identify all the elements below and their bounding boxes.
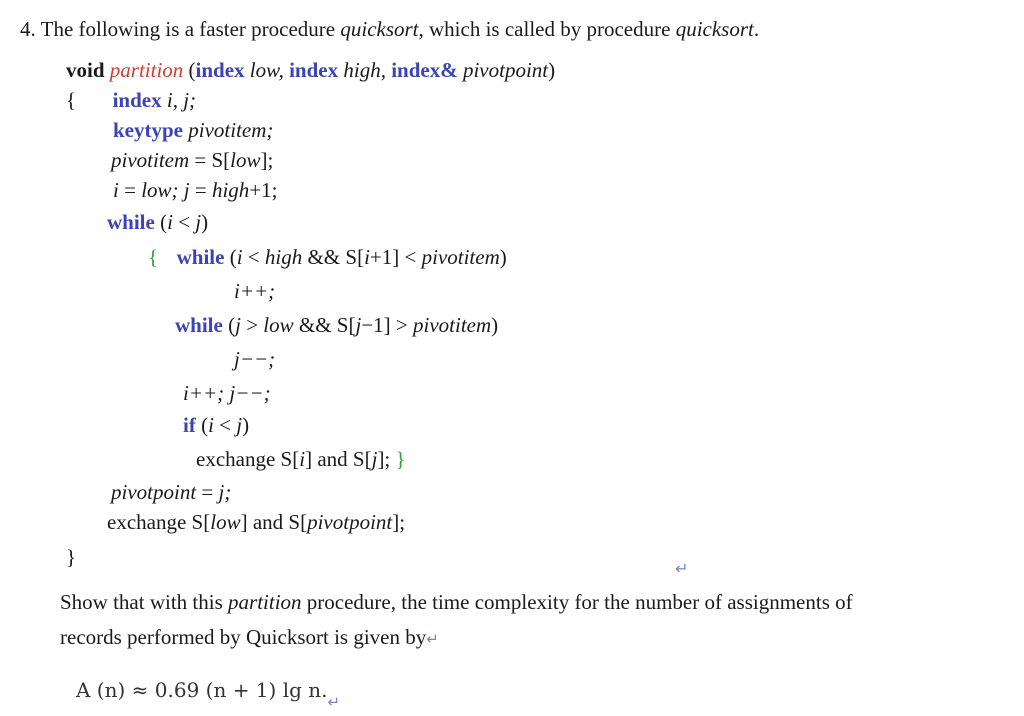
close-brace: }: [66, 545, 77, 569]
keytype-keyword: keytype: [113, 118, 183, 142]
keytype-var: pivotitem;: [188, 118, 274, 142]
var-high: high: [264, 245, 303, 269]
and-op: &&: [307, 245, 341, 269]
s-open: S[: [191, 510, 211, 534]
s-open-2: S[: [352, 447, 372, 471]
index-decl-vars: i, j;: [166, 88, 197, 112]
open-brace: {: [66, 88, 77, 112]
partition-name: partition: [109, 58, 184, 82]
var-j: j: [235, 313, 241, 337]
code-line-12: [183, 412, 249, 438]
param-pivotpoint: pivotpoint: [462, 58, 549, 82]
cond-i: i: [167, 210, 173, 234]
question-line: [20, 16, 759, 42]
semicolon: ];: [377, 447, 391, 471]
j-decrement: j−−;: [234, 347, 276, 371]
code-line-15: [107, 509, 405, 535]
question-number: 4.: [20, 17, 36, 41]
j-decrement-2: j−−;: [229, 381, 271, 405]
paren: (: [229, 245, 237, 269]
lt: <: [178, 210, 191, 234]
var-j-2: j: [355, 313, 362, 337]
var-low: low: [263, 313, 294, 337]
partition-term: partition: [228, 590, 302, 614]
paren: (: [228, 313, 236, 337]
code-line-4: [111, 147, 273, 173]
cond-j: j: [236, 413, 243, 437]
quicksort-term: quicksort: [340, 17, 419, 41]
param-high: high,: [343, 58, 386, 82]
code-line-2: [66, 87, 196, 113]
plus-one-lt: +1] <: [369, 245, 417, 269]
assign-s: = S[: [194, 148, 231, 172]
var-j: j: [371, 447, 378, 471]
index-ref-keyword: index&: [391, 58, 458, 82]
and-word: ] and: [240, 510, 284, 534]
index-decl-keyword: index: [112, 88, 162, 112]
var-pivotitem: pivotitem: [421, 245, 500, 269]
j-assign: j;: [218, 480, 232, 504]
high-var: high: [211, 178, 250, 202]
index-keyword-2: index: [289, 58, 339, 82]
equals: =: [124, 178, 136, 202]
paren-close: ): [242, 413, 250, 437]
open-paren: (: [188, 58, 196, 82]
var-i: i: [299, 447, 306, 471]
and-word: ] and: [305, 447, 348, 471]
s-open: S[: [336, 313, 356, 337]
return-mark-icon-3: ↵: [327, 693, 341, 711]
prompt-line-1: [60, 589, 853, 615]
code-line-13: [196, 446, 406, 472]
i-increment-2: i++;: [183, 381, 225, 405]
formula-text: A (n) ≈ 0.69 (n + 1) lg n.: [76, 678, 328, 702]
paren: (: [201, 413, 209, 437]
question-intro-b: , which is called by procedure: [418, 17, 671, 41]
index-keyword: index: [195, 58, 245, 82]
cond-j: j: [195, 210, 202, 234]
gt: >: [246, 313, 259, 337]
return-mark-icon: ↵: [675, 559, 689, 578]
code-line-7: [148, 244, 507, 270]
code-line-9: [175, 312, 498, 338]
code-line-signature: [66, 57, 555, 83]
equals-2: =: [194, 178, 207, 202]
green-close-brace: }: [395, 447, 406, 471]
j-var: j: [183, 178, 190, 202]
plus-one: +1;: [249, 178, 278, 202]
s-open: S[: [280, 447, 300, 471]
close-semicolon: ];: [392, 510, 406, 534]
and-op: &&: [298, 313, 332, 337]
exchange-word: exchange: [196, 447, 276, 471]
question-intro: The following is a faster procedure: [40, 17, 336, 41]
formula: [76, 677, 341, 711]
code-line-14: [111, 479, 231, 505]
code-line-3: [113, 117, 273, 143]
var-pivotitem: pivotitem: [413, 313, 492, 337]
var-i: i: [236, 245, 243, 269]
minus-one-gt: −1] >: [361, 313, 408, 337]
code-line-6: [107, 209, 208, 235]
paren-close: ): [491, 313, 499, 337]
s-open: S[: [345, 245, 365, 269]
i-var: i: [113, 178, 119, 202]
param-low: low,: [249, 58, 284, 82]
if-keyword: if: [183, 413, 196, 437]
prompt-line-2-text: records performed by Quicksort is given by: [60, 625, 427, 649]
inner-while-keyword: while: [176, 245, 225, 269]
low-var: low: [230, 148, 261, 172]
paren: (: [160, 210, 168, 234]
var-low: low: [210, 510, 241, 534]
inner-while-keyword-2: while: [175, 313, 223, 337]
code-line-10: [234, 346, 275, 372]
code-line-16: [66, 544, 76, 570]
cond-i: i: [208, 413, 214, 437]
pivotpoint-var: pivotpoint: [111, 480, 197, 504]
code-line-11: [183, 380, 271, 406]
pivotitem-var: pivotitem: [111, 148, 190, 172]
void-keyword: void: [66, 58, 105, 82]
quicksort-term-2: quicksort: [675, 17, 754, 41]
green-open-brace: {: [148, 245, 159, 269]
prompt-b: procedure, the time complexity for the number of assignments of: [306, 590, 853, 614]
low-assign: low;: [141, 178, 179, 202]
prompt-a: Show that with this: [60, 590, 223, 614]
i-increment: i++;: [234, 279, 276, 303]
close-paren: ): [548, 58, 556, 82]
while-keyword: while: [107, 210, 155, 234]
var-pivotpoint: pivotpoint: [307, 510, 393, 534]
var-i-2: i: [364, 245, 370, 269]
code-line-8: [234, 278, 275, 304]
lt: <: [247, 245, 260, 269]
code-line-5: [113, 177, 278, 203]
s-open-2: S[: [288, 510, 308, 534]
lt: <: [219, 413, 232, 437]
return-mark-icon-2: ↵: [426, 630, 439, 648]
equals: =: [201, 480, 214, 504]
paren-close: ): [201, 210, 209, 234]
question-end: .: [753, 17, 760, 41]
prompt-line-2: [60, 624, 439, 652]
close-bracket: ];: [260, 148, 274, 172]
paren-close: ): [499, 245, 507, 269]
exchange-word-2: exchange: [107, 510, 187, 534]
